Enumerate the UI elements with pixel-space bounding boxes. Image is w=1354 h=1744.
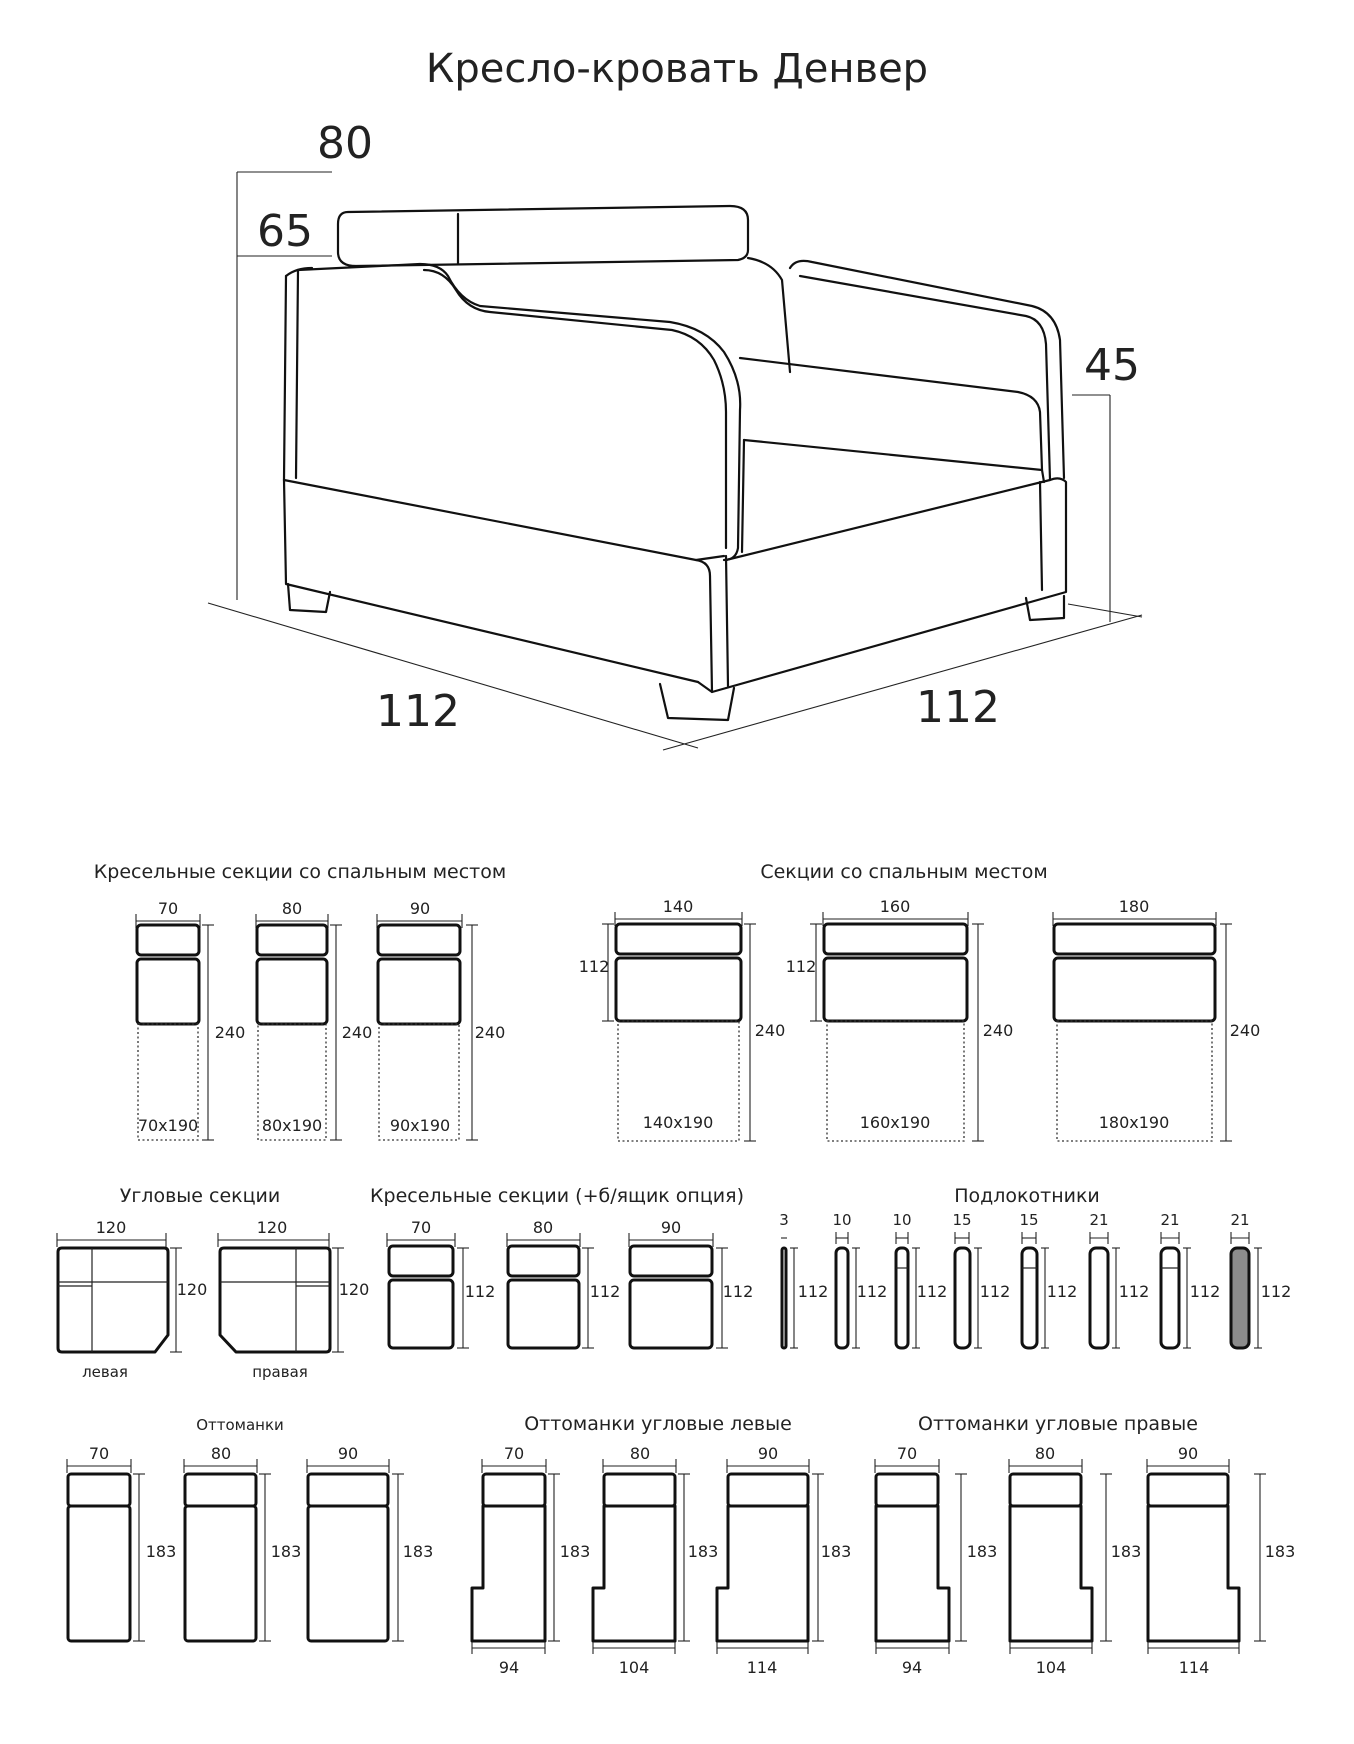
width-label: 70 (896, 1444, 918, 1463)
height-label: 183 (687, 1542, 719, 1561)
bottom-label: 104 (1035, 1658, 1067, 1677)
width-label: 80 (210, 1444, 232, 1463)
height-label: 183 (1110, 1542, 1142, 1561)
dim-height-total: 80 (317, 118, 373, 169)
height-label: 112 (464, 1282, 496, 1301)
width-label: 15 (952, 1211, 972, 1229)
width-label: 3 (779, 1211, 789, 1229)
height-label: 240 (982, 1021, 1014, 1040)
corner-item-right (218, 1218, 369, 1381)
ottoman-right-item (1009, 1444, 1141, 1677)
side-label: правая (252, 1363, 308, 1381)
ottoman-item (67, 1444, 176, 1641)
height-label: 183 (820, 1542, 852, 1561)
height-label: 183 (559, 1542, 591, 1561)
page-title: Кресло-кровать Денвер (425, 46, 929, 92)
width-label: 120 (95, 1218, 127, 1237)
width-label: 70 (503, 1444, 525, 1463)
height-label: 112 (1260, 1282, 1292, 1301)
bed-label: 160x190 (859, 1113, 931, 1132)
armrest-item (1160, 1211, 1220, 1348)
title-ottomans-left: Оттоманки угловые левые (524, 1413, 792, 1435)
width-label: 80 (532, 1218, 554, 1237)
width-label: 140 (662, 897, 694, 916)
ottoman-right-item (875, 1444, 997, 1677)
height-label: 112 (1118, 1282, 1150, 1301)
armrest-item (892, 1211, 947, 1348)
height-label: 183 (1264, 1542, 1296, 1561)
height-label: 120 (338, 1280, 370, 1299)
ottoman-left-item (717, 1444, 851, 1677)
bed-label: 70x190 (137, 1116, 199, 1135)
armchair-box-item (629, 1218, 753, 1348)
ottoman-left-item (472, 1444, 590, 1677)
height-label: 240 (474, 1023, 506, 1042)
armchair-box-item (507, 1218, 620, 1348)
height-label: 112 (1189, 1282, 1221, 1301)
ottoman-item (184, 1444, 301, 1641)
width-label: 21 (1230, 1211, 1250, 1229)
width-label: 160 (879, 897, 911, 916)
bed-label: 80x190 (261, 1116, 323, 1135)
width-label: 90 (409, 899, 431, 918)
height-label: 112 (589, 1282, 621, 1301)
bottom-label: 104 (618, 1658, 650, 1677)
armchair-drawing (208, 172, 1142, 750)
height-label: 240 (1229, 1021, 1261, 1040)
title-corner: Угловые секции (119, 1185, 281, 1207)
bottom-label: 114 (1178, 1658, 1210, 1677)
title-ottomans: Оттоманки (196, 1416, 284, 1434)
height-label: 183 (270, 1542, 302, 1561)
sleep-item (786, 897, 1014, 1141)
height-label: 112 (722, 1282, 754, 1301)
armrest-item (1230, 1211, 1291, 1348)
width-label: 180 (1118, 897, 1150, 916)
height-label: 120 (176, 1280, 208, 1299)
armchair-box-item (387, 1218, 495, 1348)
ottoman-item (307, 1444, 433, 1641)
armrest-item (1089, 1211, 1149, 1348)
armchair-sleep-item (256, 899, 372, 1140)
dim-height-back: 65 (257, 206, 313, 257)
height-label: 240 (214, 1023, 246, 1042)
bottom-label: 94 (901, 1658, 923, 1677)
sleep-item (1053, 897, 1260, 1141)
bed-label: 90x190 (389, 1116, 451, 1135)
bed-label: 140x190 (642, 1113, 714, 1132)
title-armrests: Подлокотники (954, 1185, 1100, 1207)
armchair-sleep-item (377, 899, 505, 1140)
armrest-item (952, 1211, 1010, 1348)
armchair-sleep-item (136, 899, 245, 1140)
height-label: 112 (1046, 1282, 1078, 1301)
height-label: 183 (966, 1542, 998, 1561)
width-label: 21 (1089, 1211, 1109, 1229)
width-label: 120 (256, 1218, 288, 1237)
title-armchair-sleep: Кресельные секции со спальным местом (93, 861, 507, 883)
sleep-item (579, 897, 786, 1141)
bottom-label: 114 (746, 1658, 778, 1677)
ottoman-left-item (593, 1444, 718, 1677)
width-label: 10 (892, 1211, 912, 1229)
armrest-item (779, 1211, 828, 1348)
width-label: 70 (88, 1444, 110, 1463)
width-label: 80 (629, 1444, 651, 1463)
bed-label: 180x190 (1098, 1113, 1170, 1132)
height-label: 240 (754, 1021, 786, 1040)
width-label: 90 (660, 1218, 682, 1237)
width-label: 90 (337, 1444, 359, 1463)
width-label: 90 (757, 1444, 779, 1463)
width-label: 90 (1177, 1444, 1199, 1463)
armrest-item (1019, 1211, 1077, 1348)
title-sleep: Секции со спальным местом (760, 861, 1048, 883)
title-armchair-box: Кресельные секции (+б/ящик опция) (370, 1185, 744, 1207)
depth-label: 112 (785, 957, 817, 976)
bottom-label: 94 (498, 1658, 520, 1677)
dim-depth: 112 (916, 682, 1000, 733)
depth-label: 112 (578, 957, 610, 976)
width-label: 70 (157, 899, 179, 918)
ottoman-right-item (1147, 1444, 1295, 1677)
width-label: 80 (1034, 1444, 1056, 1463)
width-label: 15 (1019, 1211, 1039, 1229)
height-label: 240 (341, 1023, 373, 1042)
title-ottomans-right: Оттоманки угловые правые (918, 1413, 1198, 1435)
width-label: 80 (281, 899, 303, 918)
width-label: 70 (410, 1218, 432, 1237)
height-label: 183 (145, 1542, 177, 1561)
width-label: 21 (1160, 1211, 1180, 1229)
dim-seat-height: 45 (1084, 340, 1140, 391)
armrest-item (832, 1211, 887, 1348)
height-label: 183 (402, 1542, 434, 1561)
width-label: 10 (832, 1211, 852, 1229)
side-label: левая (82, 1363, 128, 1381)
height-label: 112 (916, 1282, 948, 1301)
height-label: 112 (856, 1282, 888, 1301)
height-label: 112 (797, 1282, 829, 1301)
dim-width: 112 (376, 686, 460, 737)
corner-item-left (57, 1218, 207, 1381)
height-label: 112 (979, 1282, 1011, 1301)
